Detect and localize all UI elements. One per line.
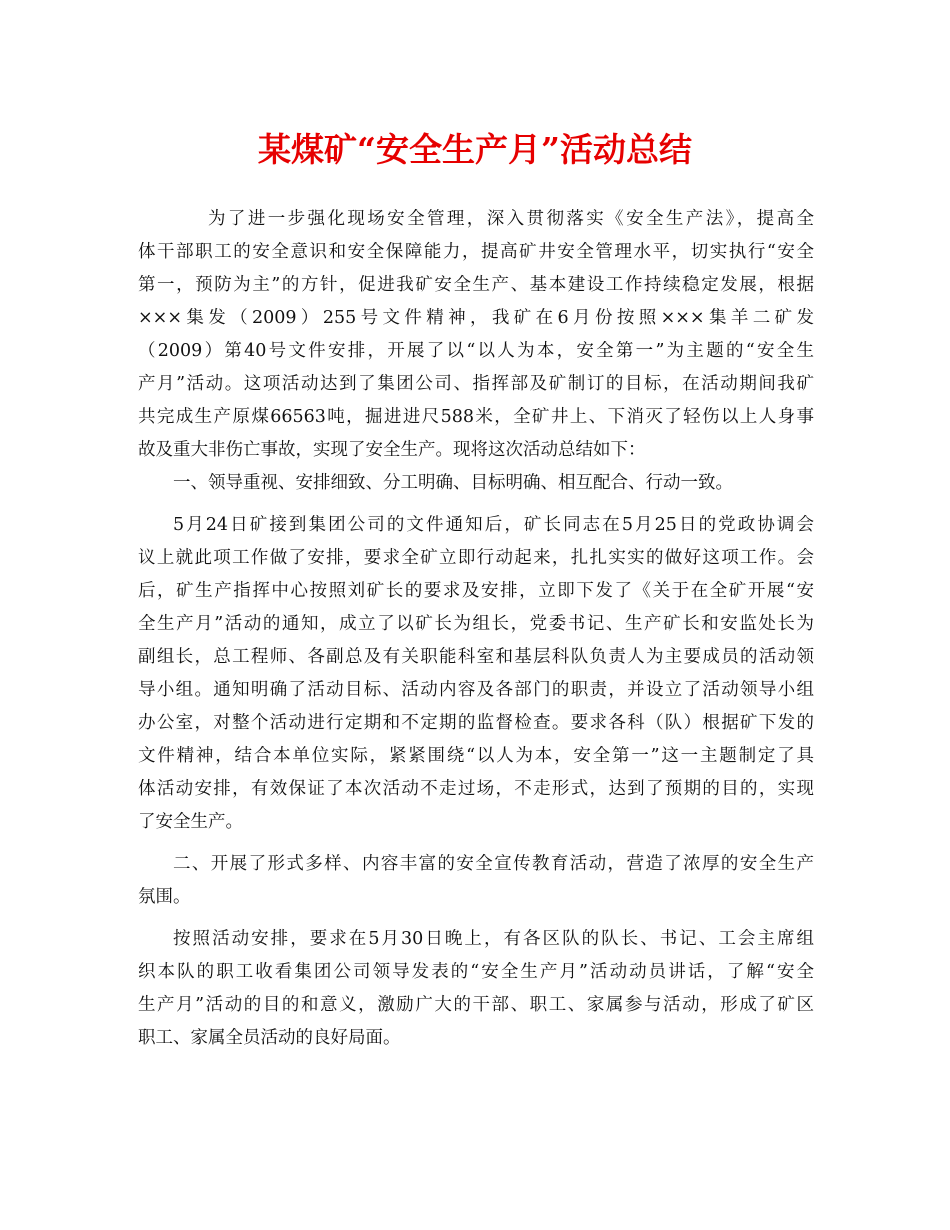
text-line: （2009）第40号文件安排，开展了以“以人为本，安全第一”为主题的“安全生: [138, 341, 814, 361]
text-line: 办公室，对整个活动进行定期和不定期的监督检查。要求各科（队）根据矿下发的: [138, 713, 814, 733]
paragraph-education: [138, 923, 814, 1055]
text-line: 按照活动安排，要求在5月30日晚上，有各区队的队长、书记、工会主席组: [173, 929, 814, 949]
text-line: 一、领导重视、安排细致、分工明确、目标明确、相互配合、行动一致。: [173, 473, 733, 493]
text-line: 后，矿生产指挥中心按照刘矿长的要求及安排，立即下发了《关于在全矿开展“安: [138, 581, 814, 601]
document-title: 某煤矿“安全生产月”活动总结: [258, 130, 692, 169]
text-line: 职工、家属全员活动的良好局面。: [138, 1028, 401, 1048]
paragraph-intro: [138, 203, 814, 467]
text-line: 织本队的职工收看集团公司领导发表的“安全生产月”活动动员讲话，了解“安全: [138, 962, 814, 982]
text-line: 为了进一步强化现场安全管理，深入贯彻落实《安全生产法》，提高全: [208, 209, 814, 229]
text-line: 副组长，总工程师、各副总及有关职能科室和基层科队负责人为主要成员的活动领: [138, 647, 814, 667]
text-line: 氛围。: [138, 887, 191, 907]
text-line: 生产月”活动的目的和意义，激励广大的干部、职工、家属参与活动，形成了矿区: [138, 995, 814, 1015]
section-heading-2: [138, 848, 814, 914]
text-line: 二、开展了形式多样、内容丰富的安全宣传教育活动，营造了浓厚的安全生产: [173, 854, 814, 874]
text-line: 全生产月”活动的通知，成立了以矿长为组长，党委书记、生产矿长和安监处长为: [138, 614, 814, 634]
text-line: 5月24日矿接到集团公司的文件通知后，矿长同志在5月25日的党政协调会: [173, 515, 814, 535]
paragraph-leadership: [138, 509, 814, 839]
section-heading-1: [138, 467, 814, 500]
document-body: [138, 203, 814, 1055]
text-line: 共完成生产原煤66563吨，掘进进尺588米，全矿井上、下消灭了轻伤以上人身事: [138, 407, 814, 427]
text-line: 体干部职工的安全意识和安全保障能力，提高矿井安全管理水平，切实执行“安全: [138, 242, 814, 262]
text-line: ×××集发（2009）255号文件精神，我矿在6月份按照×××集羊二矿发: [138, 308, 814, 328]
text-line: 议上就此项工作做了安排，要求全矿立即行动起来，扎扎实实的做好这项工作。会: [138, 548, 814, 568]
text-line: 导小组。通知明确了活动目标、活动内容及各部门的职责，并设立了活动领导小组: [138, 680, 814, 700]
text-line: 体活动安排，有效保证了本次活动不走过场，不走形式，达到了预期的目的，实现: [138, 779, 814, 799]
text-line: 第一，预防为主”的方针，促进我矿安全生产、基本建设工作持续稳定发展，根据: [138, 275, 814, 295]
text-line: 了安全生产。: [138, 812, 243, 832]
text-line: 产月”活动。这项活动达到了集团公司、指挥部及矿制订的目标，在活动期间我矿: [138, 374, 814, 394]
text-line: 文件精神，结合本单位实际，紧紧围绕“以人为本，安全第一”这一主题制定了具: [138, 746, 814, 766]
text-line: 故及重大非伤亡事故，实现了安全生产。现将这次活动总结如下：: [138, 440, 646, 460]
